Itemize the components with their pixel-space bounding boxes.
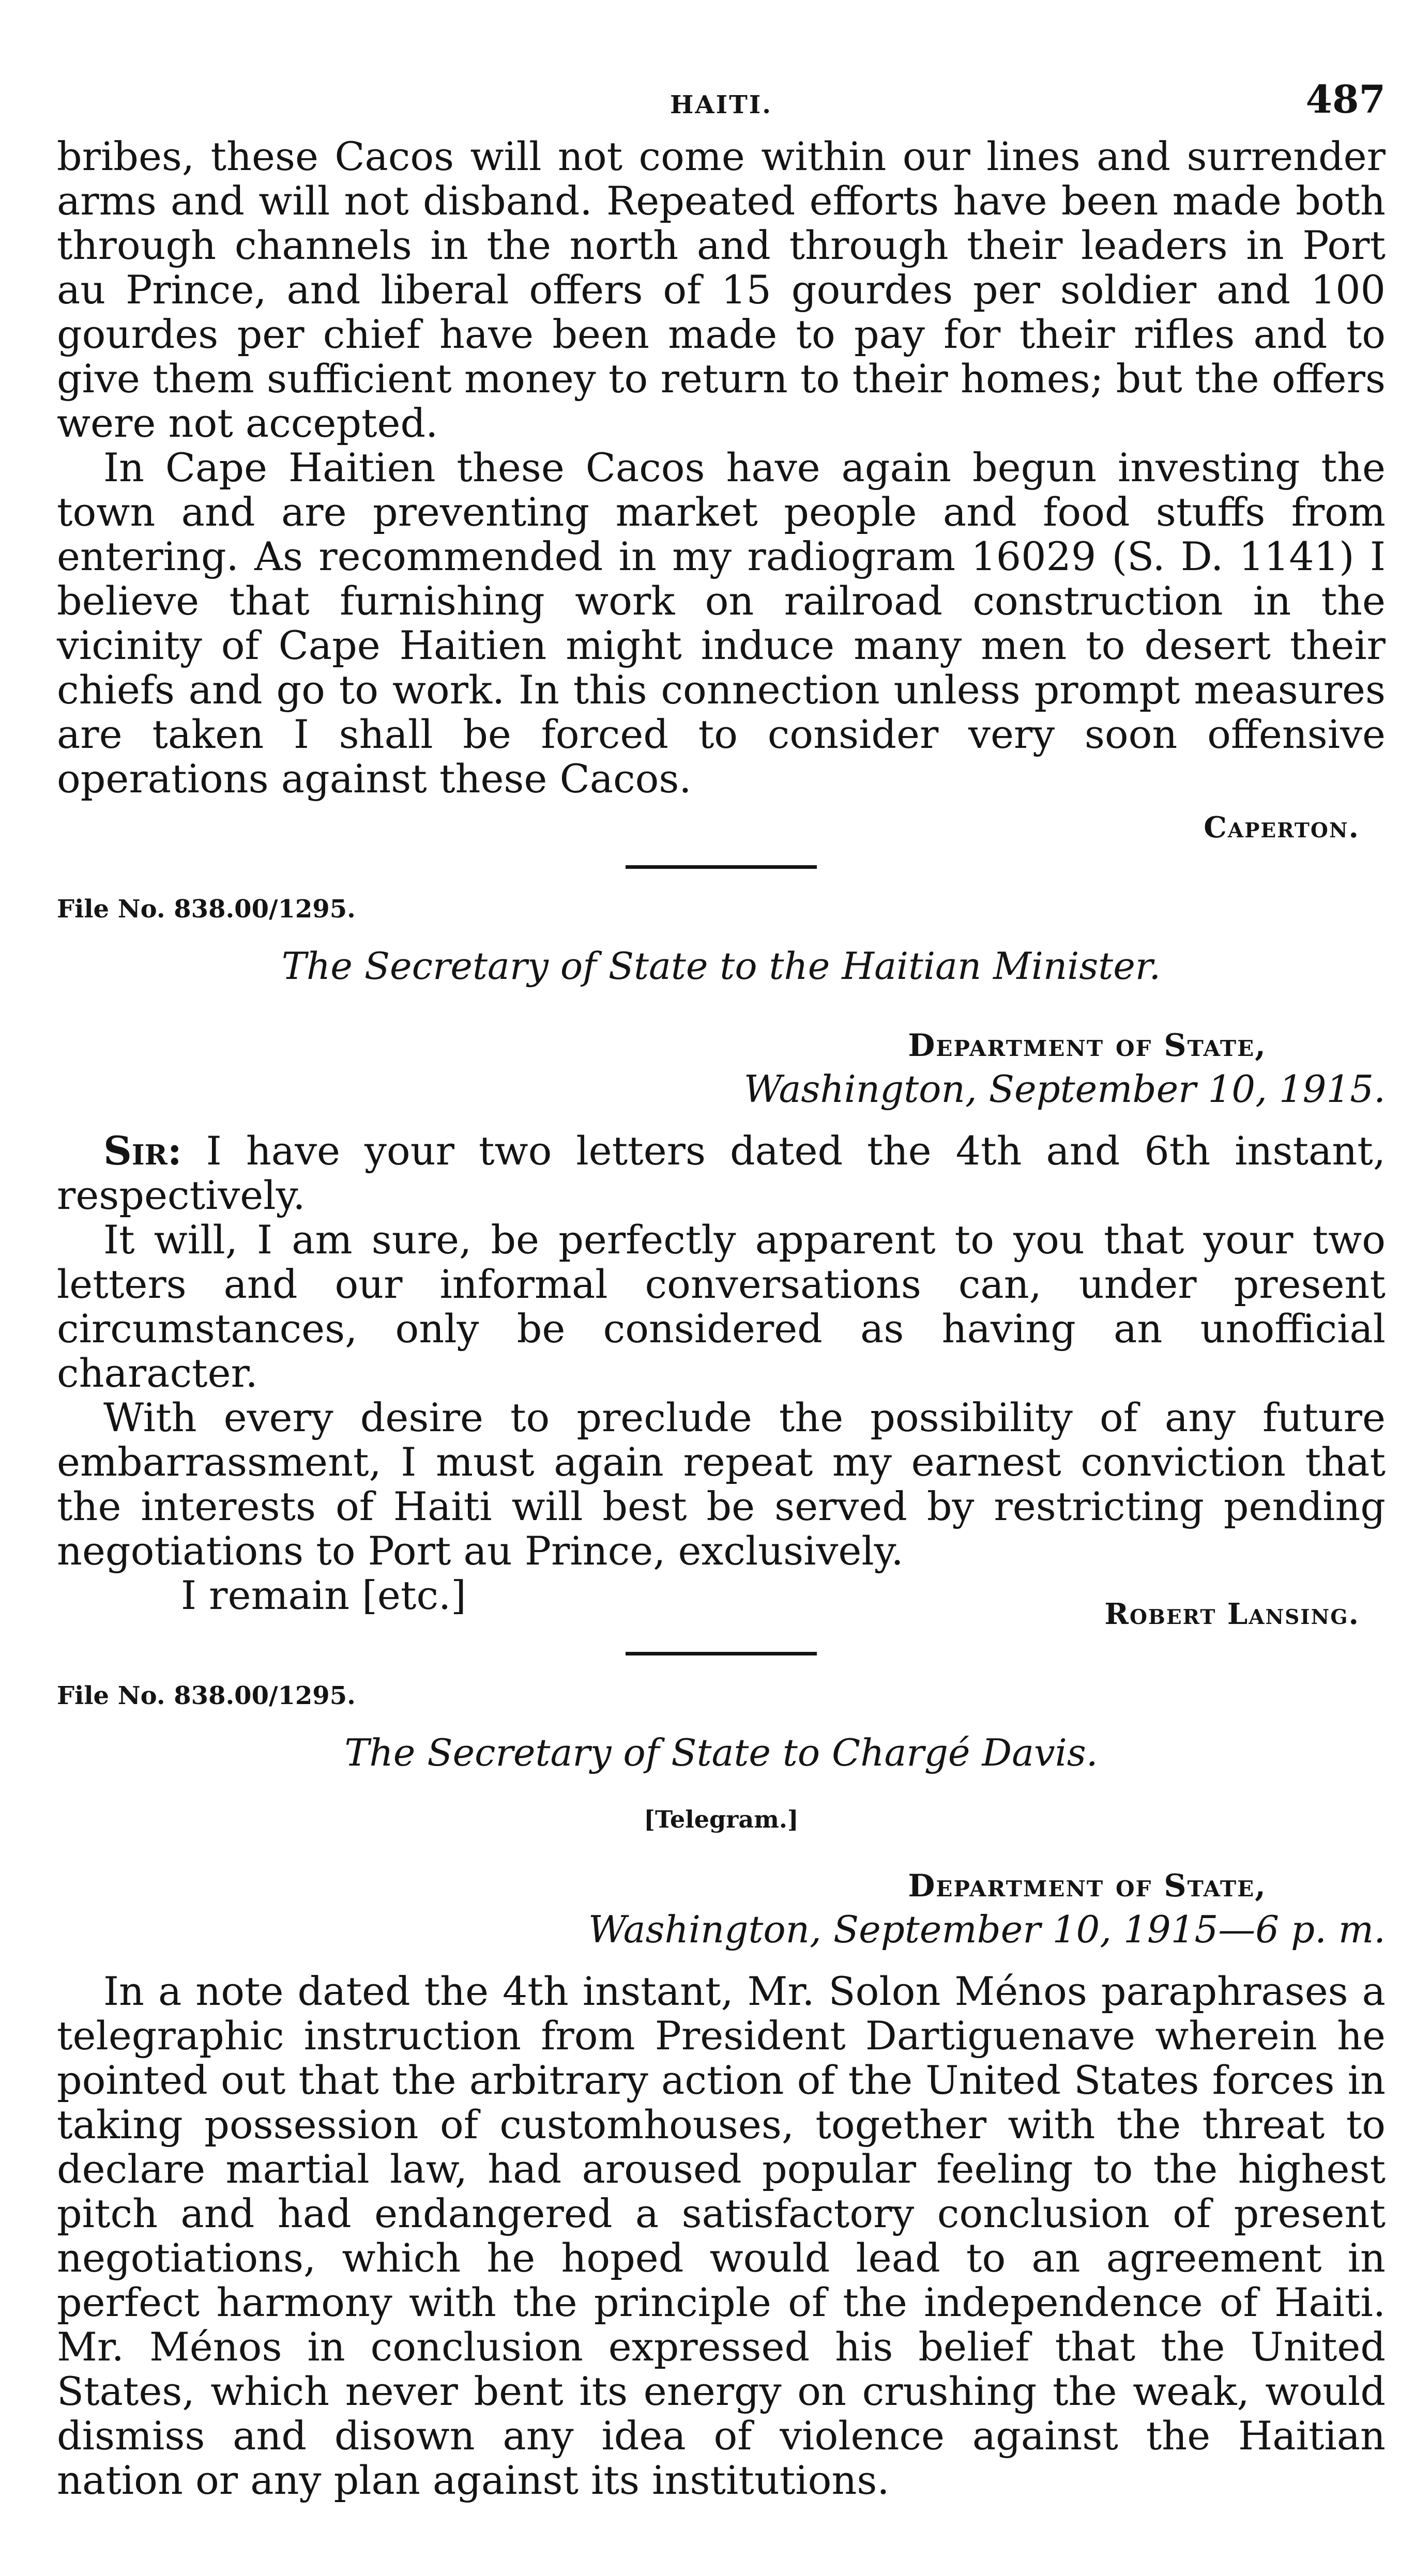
- running-head: HAITI.: [670, 90, 772, 119]
- section-divider: [626, 1652, 817, 1655]
- telegram-label: [Telegram.]: [644, 1805, 799, 1833]
- document-heading: The Secretary of State to Chargé Davis.: [344, 1731, 1098, 1774]
- section-telegram-charge-davis: [57, 1681, 1386, 2503]
- paragraph-text: I have your two letters dated the 4th and 6th instant, respectively.: [57, 1128, 1386, 1218]
- signature: Robert Lansing.: [1104, 1597, 1360, 1631]
- file-number: File No. 838.00/1295.: [57, 1681, 356, 1710]
- document-page: [57, 0, 1386, 2576]
- body-paragraph: In Cape Haitien these Cacos have again begun investing the town and are preventing market people and food stuffs from entering. As recommended in my radiogram 16029 (S. D. 1141) I believe that furnishing work on railroad construction in the vicinity of Cape Haitien might induce many men to desert their chiefs and go to work. In this connection unless prompt measures are taken I shall be forced to consider very soon offensive operations against these Cacos.: [57, 444, 1386, 802]
- body-paragraph: bribes, these Cacos will not come within our lines and surrender arms and will not disband. Repeated efforts have been made both through channels in the north and through their leaders in Port au Prince, and liberal offers of 15 gourdes per soldier and 100 gourdes per chief have been made to pay for their rifles and to give them sufficient money to return to their homes; but the offers were not accepted.: [57, 133, 1386, 446]
- dateline: [57, 1024, 1386, 1111]
- file-number: File No. 838.00/1295.: [57, 895, 356, 924]
- document-heading: The Secretary of State to the Haitian Minister.: [281, 944, 1161, 988]
- page-number: 487: [1305, 78, 1386, 122]
- body-paragraph: In a note dated the 4th instant, Mr. Solon Ménos paraphrases a telegraphic instruction from President Dartiguenave wherein he pointed out that the arbitrary action of the United States forces in taking possession of customhouses, together with the threat to declare martial law, had aroused popular feeling to the highest pitch and had endangered a satisfactory conclusion of present negotiations, which he hoped would lead to an agreement in perfect harmony with the principle of the independence of Haiti. Mr. Ménos in conclusion expressed his belief that the United States, which never bent its energy on crushing the weak, would dismiss and disown any idea of violence against the Haitian nation or any plan against its institutions.: [57, 1968, 1386, 2503]
- body-paragraph: [57, 1129, 1386, 1218]
- section-divider: [626, 865, 817, 869]
- salutation: Sir:: [103, 1128, 182, 1174]
- date-line: Washington, September 10, 1915—6 p. m.: [588, 1908, 1386, 1951]
- body-paragraph: With every desire to preclude the possibility of any future embarrassment, I must again repeat my earnest conviction that the interests of Haiti will best be served by restricting pending negotiations to Port au Prince, exclusively.: [57, 1394, 1386, 1574]
- closing-line: I remain [etc.]: [181, 1572, 466, 1618]
- page-header: [57, 0, 1386, 134]
- section-letter-haitian-minister: [57, 895, 1386, 1631]
- department-name: Department of State,: [908, 1868, 1267, 1904]
- date-line: Washington, September 10, 1915.: [743, 1067, 1386, 1111]
- signature: Caperton.: [1204, 810, 1360, 845]
- body-paragraph: It will, I am sure, be perfectly apparent to you that your two letters and our informal conversations can, under present circumstances, only be considered as having an unofficial character.: [57, 1217, 1386, 1396]
- department-name: Department of State,: [908, 1028, 1267, 1064]
- section-caperton-message: [57, 134, 1386, 845]
- dateline: [57, 1864, 1386, 1951]
